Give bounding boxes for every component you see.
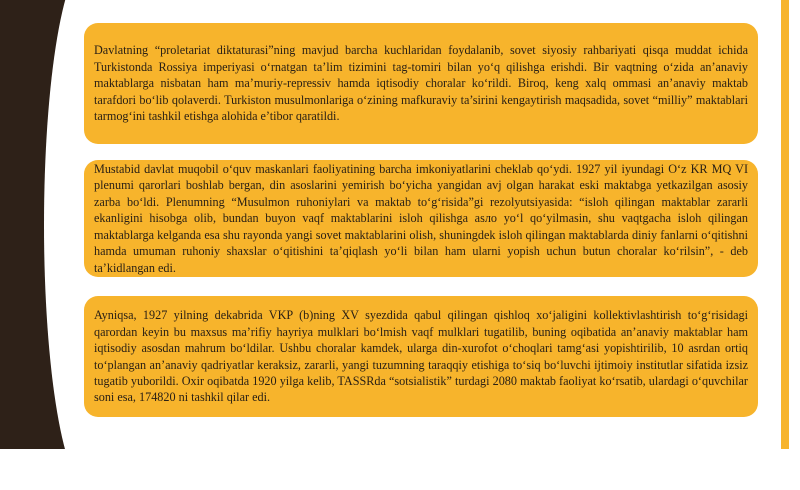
paragraph-3: Ayniqsa, 1927 yilning dekabrida VKP (b)ning XV syezdida qabul qilingan qishloq xo‘jaligini kollektivlashtirish to‘g‘risidagi qarordan keyin bu maxsus ma’rifiy hayriya mulklari bo‘lmish vaqf mulklari tugatilib, buning oqibatida an’anaviy maktablar ham iqtisodiy asosdan mahrum bo‘ldilar. Ushbu choralar kamdek, ularga din-xurofot o‘choqlari tamg‘asi yopishtirilib, 10 asrdan ortiq to‘plangan an’anaviy qadriyatlar keraksiz, zararli, yangi tuzumning taraqqiy etishiga to‘siq bo‘luvchi ijtimoiy institutlar sifatida izsiz tugatib yuborildi. Oxir oqibatda 1920 yilga kelib, TASSRda “sotsialistik” turdagi 2080 maktab faoliyat ko‘rsatib, ulardagi o‘quvchilar soni esa, 174820 ni tashkil qilar edi.	[94, 308, 748, 405]
right-accent-bar	[781, 0, 789, 449]
right-edge-strip	[789, 0, 800, 449]
text-card-2	[84, 160, 758, 277]
text-card-3	[84, 296, 758, 417]
text-card-1	[84, 23, 758, 144]
paragraph-2: Mustabid davlat muqobil o‘quv maskanlari faoliyatining barcha imkoniyatlarini cheklab qo‘ydi. 1927 yil iyundagi O‘z KR MQ VI plenumi qarorlari boshlab bergan, din asoslarini yemirish bo‘yicha yangidan avj olgan harakat eski maktabga yetkazilgan asosiy zarba bo‘ldi. Plenumning “Musulmon ruhoniylari va maktab to‘g‘risida”gi rezolyutsiyasida: “isloh qilingan maktablar zararli ekanligini hisobga olib, bundan buyon vaqf maktablarini isloh qilishga asло yo‘l qo‘yilmasin, shu vaqtgacha isloh qilingan maktablarga kelganda esa shu rayonda yangi sovet maktablarini olish, shuningdek isloh qilingan maktablarda diniy fanlarni o‘qitishni hamda umuman ruhoniy shaxslar o‘qitishini ta’qiqlash yo‘li bilan ham ularni yopish uchun butun choralar ko‘rilsin”, - deb ta’kidlangan edi.	[94, 162, 748, 275]
paragraph-1: Davlatning “proletariat diktaturasi”ning mavjud barcha kuchlaridan foydalanib, sovet siyosiy rahbariyati qisqa muddat ichida Turkistonda Rossiya imperiyasi o‘rnatgan ta’lim tizimini tag-tomiri bilan yo‘q qilishga erishdi. Bir vaqtning o‘zida an’anaviy maktablarga nisbatan ham ma’muriy-repressiv hamda iqtisodiy choralar ko‘rildi. Biroq, keng xalq ommasi an’anaviy maktab tarafdori bo‘lib qolaverdi. Turkiston musulmonlariga o‘zining mafkuraviy ta’sirini kengaytirish maqsadida, sovet “milliy” maktablari tarmog‘ini tashkil etishga alohida e’tibor qaratildi.	[94, 43, 748, 124]
